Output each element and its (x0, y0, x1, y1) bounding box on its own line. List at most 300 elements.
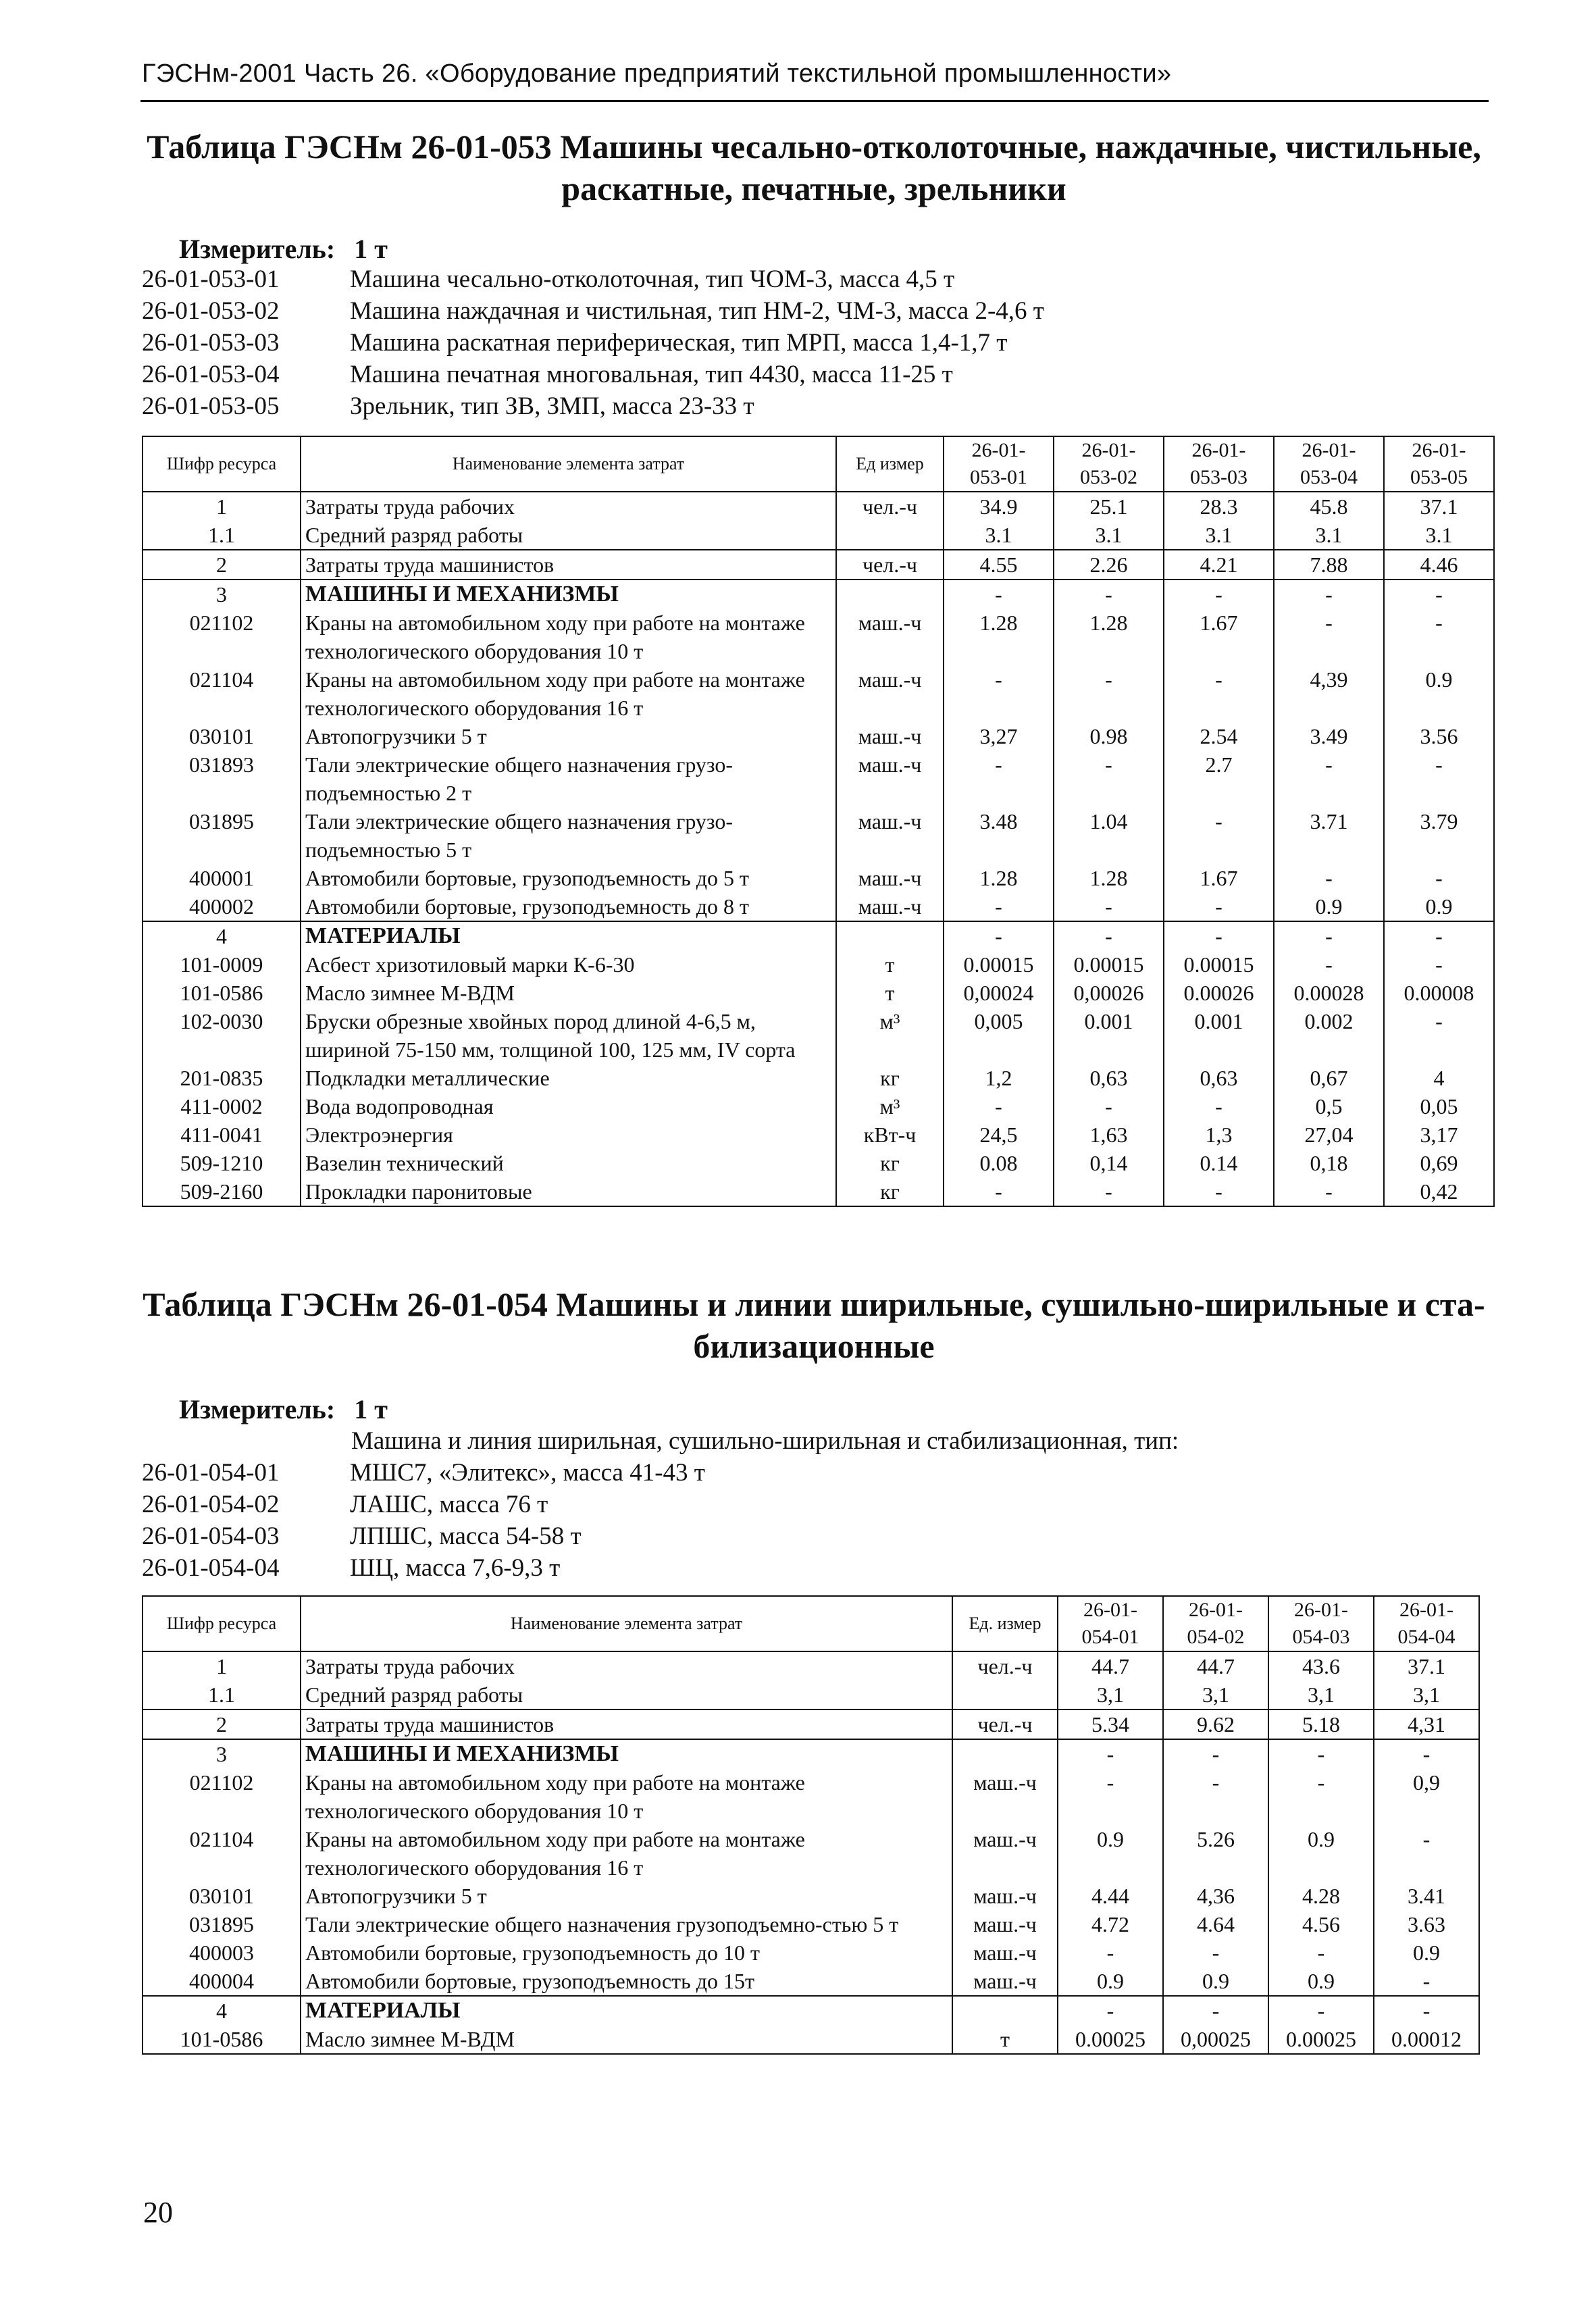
value-cell: - (1268, 1938, 1374, 1967)
table-row (143, 979, 1494, 1007)
value-cell: - (1164, 807, 1274, 864)
unit: т (952, 2025, 1058, 2054)
value-cell: 45.8 (1274, 492, 1384, 521)
code-list-item (142, 327, 1044, 359)
cost-element-name: Автопогрузчики 5 т (301, 1882, 952, 1910)
table2-head-col3: 26-01- 054-03 (1268, 1596, 1374, 1651)
value-cell: - (944, 921, 1054, 950)
value-cell: - (1058, 1739, 1163, 1768)
table1-body (143, 492, 1494, 1206)
unit: маш.-ч (952, 1768, 1058, 1825)
table-row (143, 1064, 1494, 1092)
unit: чел.-ч (952, 1651, 1058, 1680)
value-cell: - (1164, 921, 1274, 950)
value-cell: 0.9 (1384, 665, 1494, 722)
value-cell: 3.1 (1164, 521, 1274, 550)
unit: маш.-ч (836, 609, 944, 665)
value-cell: 0.9 (1058, 1967, 1163, 1996)
value-cell: 1.28 (1054, 609, 1164, 665)
value-cell: 3,17 (1384, 1121, 1494, 1149)
value-cell: 4,31 (1374, 1709, 1479, 1739)
value-cell: 0.98 (1054, 722, 1164, 750)
value-cell: - (1384, 950, 1494, 979)
cost-element-name: Автопогрузчики 5 т (301, 722, 836, 750)
value-cell: 0.9 (1274, 892, 1384, 921)
table2-meter-label: Измеритель: (179, 1394, 336, 1424)
unit (952, 1739, 1058, 1768)
table1-meter-label: Измеритель: (179, 234, 336, 264)
table-row (143, 807, 1494, 864)
value-cell: 27,04 (1274, 1121, 1384, 1149)
table2-code-list (142, 1457, 705, 1584)
unit (836, 580, 944, 609)
code-list-item (142, 263, 1044, 295)
value-cell: - (1374, 1739, 1479, 1768)
value-cell: - (1384, 750, 1494, 807)
cost-element-name: Асбест хризотиловый марки К-6-30 (301, 950, 836, 979)
value-cell: 4.72 (1058, 1910, 1163, 1938)
value-cell: 0.08 (944, 1149, 1054, 1177)
value-cell: - (1268, 1739, 1374, 1768)
unit: маш.-ч (952, 1910, 1058, 1938)
value-cell: 3.41 (1374, 1882, 1479, 1910)
table1-head-name: Наименование элемента затрат (301, 436, 836, 492)
resource-code: 1.1 (143, 1680, 301, 1709)
table-row (143, 921, 1494, 950)
value-cell: 3.71 (1274, 807, 1384, 864)
value-cell: 1.28 (944, 609, 1054, 665)
code-list-item (142, 1489, 705, 1520)
value-cell: 3,1 (1268, 1680, 1374, 1709)
value-cell: - (944, 750, 1054, 807)
value-cell: 4.56 (1268, 1910, 1374, 1938)
value-cell: - (1054, 580, 1164, 609)
table-row (143, 892, 1494, 921)
value-cell: - (1384, 1007, 1494, 1064)
cost-element-name: Средний разряд работы (301, 521, 836, 550)
value-cell: 5.26 (1163, 1825, 1268, 1882)
value-cell: - (1384, 921, 1494, 950)
cost-element-name: Автомобили бортовые, грузоподъемность до 10 т (301, 1938, 952, 1967)
resource-code: 101-0586 (143, 2025, 301, 2054)
value-cell: - (944, 580, 1054, 609)
value-cell: - (1054, 665, 1164, 722)
code-list-item (142, 1520, 705, 1552)
cost-element-name: МАТЕРИАЛЫ (301, 1996, 952, 2025)
table-row (143, 492, 1494, 521)
unit: кВт-ч (836, 1121, 944, 1149)
unit: маш.-ч (836, 807, 944, 864)
value-cell: 4.55 (944, 550, 1054, 580)
value-cell: 4.46 (1384, 550, 1494, 580)
value-cell: - (1054, 1177, 1164, 1206)
unit: чел.-ч (836, 492, 944, 521)
resource-code: 021104 (143, 665, 301, 722)
value-cell: - (944, 1177, 1054, 1206)
unit (836, 521, 944, 550)
table2-meter (179, 1393, 388, 1425)
table2-head-resource: Шифр ресурса (143, 1596, 301, 1651)
value-cell: 3.1 (1384, 521, 1494, 550)
code-list-item (142, 359, 1044, 390)
table2-header-row (143, 1596, 1479, 1651)
resource-code: 3 (143, 1739, 301, 1768)
table-row (143, 1121, 1494, 1149)
value-cell: - (1384, 609, 1494, 665)
value-cell: - (1054, 750, 1164, 807)
table1-title-line2: раскатные, печатные, зрельники (561, 170, 1066, 207)
table-row (143, 950, 1494, 979)
value-cell: 28.3 (1164, 492, 1274, 521)
resource-code: 400002 (143, 892, 301, 921)
table1-container (142, 436, 1495, 1207)
resource-code: 031893 (143, 750, 301, 807)
resource-code: 030101 (143, 1882, 301, 1910)
cost-element-name: Краны на автомобильном ходу при работе на монтаже технологического оборудования 10 т (301, 1768, 952, 1825)
table-row (143, 1938, 1479, 1967)
value-cell: 3.48 (944, 807, 1054, 864)
value-cell: 4.28 (1268, 1882, 1374, 1910)
cost-element-name: МАШИНЫ И МЕХАНИЗМЫ (301, 580, 836, 609)
item-code: 26-01-054-01 (142, 1459, 280, 1487)
value-cell: 0.9 (1268, 1825, 1374, 1882)
value-cell: 2.7 (1164, 750, 1274, 807)
value-cell: 0,00026 (1054, 979, 1164, 1007)
unit: маш.-ч (952, 1967, 1058, 1996)
page-number: 20 (143, 2196, 173, 2229)
unit (836, 921, 944, 950)
value-cell: - (1274, 1177, 1384, 1206)
cost-element-name: Подкладки металлические (301, 1064, 836, 1092)
table-row (143, 1709, 1479, 1739)
table1-head-unit: Ед измер (836, 436, 944, 492)
value-cell: - (944, 892, 1054, 921)
value-cell: - (1054, 1092, 1164, 1121)
item-description: Машина печатная многовальная, тип 4430, масса 11-25 т (350, 361, 953, 388)
resource-code: 1 (143, 492, 301, 521)
cost-element-name: Автомобили бортовые, грузоподъемность до 8 т (301, 892, 836, 921)
unit: т (836, 979, 944, 1007)
table1 (142, 436, 1495, 1207)
resource-code: 2 (143, 550, 301, 580)
value-cell: 34.9 (944, 492, 1054, 521)
table-row (143, 580, 1494, 609)
value-cell: 0,00025 (1163, 2025, 1268, 2054)
value-cell: 0.00026 (1164, 979, 1274, 1007)
resource-code: 411-0002 (143, 1092, 301, 1121)
resource-code: 021104 (143, 1825, 301, 1882)
item-description: Машина чесально-отколоточная, тип ЧОМ-3, масса 4,5 т (350, 265, 955, 293)
resource-code: 509-2160 (143, 1177, 301, 1206)
unit (952, 1996, 1058, 2025)
unit: кг (836, 1149, 944, 1177)
value-cell: 37.1 (1374, 1651, 1479, 1680)
table-row (143, 1967, 1479, 1996)
value-cell: 0.00015 (1164, 950, 1274, 979)
value-cell: 2.26 (1054, 550, 1164, 580)
table-row (143, 1092, 1494, 1121)
code-list-item (142, 1552, 705, 1584)
table-row (143, 1825, 1479, 1882)
value-cell: 0,9 (1374, 1768, 1479, 1825)
value-cell: 1,63 (1054, 1121, 1164, 1149)
table2-head-name: Наименование элемента затрат (301, 1596, 952, 1651)
table-row (143, 1149, 1494, 1177)
cost-element-name: МАШИНЫ И МЕХАНИЗМЫ (301, 1739, 952, 1768)
cost-element-name: Тали электрические общего назначения грузо-подъемностью 2 т (301, 750, 836, 807)
value-cell: - (1274, 864, 1384, 892)
unit: маш.-ч (836, 892, 944, 921)
value-cell: 0.00028 (1274, 979, 1384, 1007)
value-cell: 9.62 (1163, 1709, 1268, 1739)
table2-title-line2: билизационные (693, 1327, 935, 1365)
table-row (143, 1007, 1494, 1064)
table-row (143, 1768, 1479, 1825)
table-row (143, 1680, 1479, 1709)
value-cell: - (1164, 1177, 1274, 1206)
cost-element-name: Бруски обрезные хвойных пород длиной 4-6,5 м, шириной 75-150 мм, толщиной 100, 125 мм, IV сорта (301, 1007, 836, 1064)
value-cell: 3,1 (1374, 1680, 1479, 1709)
table2-meter-value: 1 т (354, 1394, 388, 1424)
value-cell: 4,39 (1274, 665, 1384, 722)
value-cell: 0.9 (1384, 892, 1494, 921)
value-cell: 5.34 (1058, 1709, 1163, 1739)
table1-meter-value: 1 т (354, 234, 388, 264)
resource-code: 509-1210 (143, 1149, 301, 1177)
value-cell: 0.00025 (1058, 2025, 1163, 2054)
value-cell: - (1374, 1996, 1479, 2025)
cost-element-name: Краны на автомобильном ходу при работе на монтаже технологического оборудования 10 т (301, 609, 836, 665)
unit: чел.-ч (836, 550, 944, 580)
resource-code: 030101 (143, 722, 301, 750)
item-code: 26-01-053-04 (142, 361, 280, 388)
unit: маш.-ч (952, 1938, 1058, 1967)
value-cell: 1,3 (1164, 1121, 1274, 1149)
table2-head-col2: 26-01- 054-02 (1163, 1596, 1268, 1651)
cost-element-name: Затраты труда машинистов (301, 550, 836, 580)
value-cell: - (1274, 921, 1384, 950)
value-cell: - (1163, 1996, 1268, 2025)
cost-element-name: Масло зимнее М-ВДМ (301, 979, 836, 1007)
table1-head-col4: 26-01- 053-04 (1274, 436, 1384, 492)
value-cell: 44.7 (1058, 1651, 1163, 1680)
value-cell: - (1274, 750, 1384, 807)
value-cell: - (1058, 1938, 1163, 1967)
cost-element-name: Вазелин технический (301, 1149, 836, 1177)
value-cell: 4.21 (1164, 550, 1274, 580)
header-rule (140, 100, 1489, 102)
table-row (143, 1996, 1479, 2025)
value-cell: 0,63 (1054, 1064, 1164, 1092)
value-cell: 1,2 (944, 1064, 1054, 1092)
unit: чел.-ч (952, 1709, 1058, 1739)
value-cell: - (1163, 1739, 1268, 1768)
value-cell: 3,1 (1163, 1680, 1268, 1709)
item-code: 26-01-053-02 (142, 297, 280, 325)
unit: м³ (836, 1007, 944, 1064)
value-cell: - (1164, 665, 1274, 722)
value-cell: - (1274, 609, 1384, 665)
unit: маш.-ч (836, 864, 944, 892)
table-row (143, 722, 1494, 750)
unit: маш.-ч (836, 750, 944, 807)
value-cell: 0,05 (1384, 1092, 1494, 1121)
value-cell: - (1374, 1825, 1479, 1882)
table-row (143, 665, 1494, 722)
value-cell: 4.64 (1163, 1910, 1268, 1938)
item-code: 26-01-054-03 (142, 1522, 280, 1550)
cost-element-name: Вода водопроводная (301, 1092, 836, 1121)
value-cell: - (1274, 580, 1384, 609)
cost-element-name: Прокладки паронитовые (301, 1177, 836, 1206)
cost-element-name: Затраты труда рабочих (301, 1651, 952, 1680)
item-code: 26-01-054-04 (142, 1554, 280, 1582)
value-cell: 24,5 (944, 1121, 1054, 1149)
value-cell: 2.54 (1164, 722, 1274, 750)
running-header: ГЭСНм-2001 Часть 26. «Оборудование предприятий текстильной промышленности» (142, 59, 1172, 88)
table-row (143, 1177, 1494, 1206)
value-cell: 0.9 (1058, 1825, 1163, 1882)
resource-code: 4 (143, 921, 301, 950)
cost-element-name: Электроэнергия (301, 1121, 836, 1149)
unit: кг (836, 1064, 944, 1092)
value-cell: 3,27 (944, 722, 1054, 750)
value-cell: 0.001 (1054, 1007, 1164, 1064)
value-cell: 0.00008 (1384, 979, 1494, 1007)
resource-code: 201-0835 (143, 1064, 301, 1092)
item-description: ШЦ, масса 7,6-9,3 т (350, 1554, 561, 1582)
value-cell: 0,63 (1164, 1064, 1274, 1092)
value-cell: 3.1 (1274, 521, 1384, 550)
item-code: 26-01-053-01 (142, 265, 280, 293)
table-row (143, 1882, 1479, 1910)
value-cell: 0.9 (1374, 1938, 1479, 1967)
value-cell: 0.002 (1274, 1007, 1384, 1064)
cost-element-name: Краны на автомобильном ходу при работе на монтаже технологического оборудования 16 т (301, 665, 836, 722)
code-list-item (142, 295, 1044, 327)
resource-code: 031895 (143, 807, 301, 864)
value-cell: - (1058, 1768, 1163, 1825)
value-cell: 3.1 (1054, 521, 1164, 550)
cost-element-name: Затраты труда рабочих (301, 492, 836, 521)
table2-title (142, 1283, 1486, 1367)
value-cell: - (1163, 1768, 1268, 1825)
value-cell: - (944, 1092, 1054, 1121)
value-cell: 5.18 (1268, 1709, 1374, 1739)
table2-head-col1: 26-01- 054-01 (1058, 1596, 1163, 1651)
resource-code: 400001 (143, 864, 301, 892)
value-cell: 0.00015 (944, 950, 1054, 979)
table-row (143, 1910, 1479, 1938)
resource-code: 400003 (143, 1938, 301, 1967)
table-row (143, 1739, 1479, 1768)
value-cell: 3,1 (1058, 1680, 1163, 1709)
value-cell: 4.44 (1058, 1882, 1163, 1910)
value-cell: - (1268, 1768, 1374, 1825)
value-cell: 1.28 (944, 864, 1054, 892)
value-cell: 0,00024 (944, 979, 1054, 1007)
value-cell: 0.00025 (1268, 2025, 1374, 2054)
value-cell: 44.7 (1163, 1651, 1268, 1680)
value-cell: 37.1 (1384, 492, 1494, 521)
item-description: ЛПШС, масса 54-58 т (350, 1522, 582, 1550)
value-cell: - (1054, 892, 1164, 921)
unit: маш.-ч (952, 1882, 1058, 1910)
table1-code-list (142, 263, 1044, 422)
table2-head-col4: 26-01- 054-04 (1374, 1596, 1479, 1651)
value-cell: 0.001 (1164, 1007, 1274, 1064)
value-cell: 0.9 (1163, 1967, 1268, 1996)
resource-code: 021102 (143, 609, 301, 665)
value-cell: 0,5 (1274, 1092, 1384, 1121)
item-description: Машина раскатная периферическая, тип МРП, масса 1,4-1,7 т (350, 329, 1008, 357)
resource-code: 411-0041 (143, 1121, 301, 1149)
value-cell: - (1054, 921, 1164, 950)
unit: маш.-ч (836, 665, 944, 722)
value-cell: 0.14 (1164, 1149, 1274, 1177)
resource-code: 021102 (143, 1768, 301, 1825)
value-cell: - (1164, 580, 1274, 609)
value-cell: - (1164, 892, 1274, 921)
table1-meter (179, 233, 388, 265)
resource-code: 101-0586 (143, 979, 301, 1007)
resource-code: 2 (143, 1709, 301, 1739)
code-list-item (142, 1457, 705, 1489)
value-cell: 0,005 (944, 1007, 1054, 1064)
value-cell: 1.28 (1054, 864, 1164, 892)
table-row (143, 750, 1494, 807)
table1-head-col1: 26-01- 053-01 (944, 436, 1054, 492)
value-cell: 43.6 (1268, 1651, 1374, 1680)
table1-head-col5: 26-01- 053-05 (1384, 436, 1494, 492)
table1-header-row (143, 436, 1494, 492)
value-cell: 3.1 (944, 521, 1054, 550)
unit: маш.-ч (836, 722, 944, 750)
value-cell: 3.63 (1374, 1910, 1479, 1938)
unit: кг (836, 1177, 944, 1206)
item-code: 26-01-053-03 (142, 329, 280, 357)
value-cell: 0.00012 (1374, 2025, 1479, 2054)
value-cell: - (1164, 1092, 1274, 1121)
cost-element-name: Затраты труда машинистов (301, 1709, 952, 1739)
table1-title (142, 126, 1486, 209)
value-cell: - (1274, 950, 1384, 979)
resource-code: 3 (143, 580, 301, 609)
resource-code: 031895 (143, 1910, 301, 1938)
resource-code: 102-0030 (143, 1007, 301, 1064)
value-cell: 4 (1384, 1064, 1494, 1092)
value-cell: 0,18 (1274, 1149, 1384, 1177)
table2-body (143, 1651, 1479, 2054)
value-cell: - (1163, 1938, 1268, 1967)
value-cell: 25.1 (1054, 492, 1164, 521)
resource-code: 400004 (143, 1967, 301, 1996)
cost-element-name: Автомобили бортовые, грузоподъемность до 5 т (301, 864, 836, 892)
table-row (143, 521, 1494, 550)
cost-element-name: Масло зимнее М-ВДМ (301, 2025, 952, 2054)
table-row (143, 1651, 1479, 1680)
cost-element-name: Тали электрические общего назначения грузоподъемно-стью 5 т (301, 1910, 952, 1938)
table2-container (142, 1595, 1480, 2055)
value-cell: - (1268, 1996, 1374, 2025)
table2-title-line1: Таблица ГЭСНм 26-01-054 Машины и линии ширильные, сушильно-ширильные и ста- (143, 1285, 1485, 1323)
value-cell: - (1384, 580, 1494, 609)
value-cell: 3.56 (1384, 722, 1494, 750)
value-cell: 1.67 (1164, 609, 1274, 665)
item-description: МШС7, «Элитекс», масса 41-43 т (350, 1459, 705, 1487)
table-row (143, 2025, 1479, 2054)
value-cell: 0,69 (1384, 1149, 1494, 1177)
